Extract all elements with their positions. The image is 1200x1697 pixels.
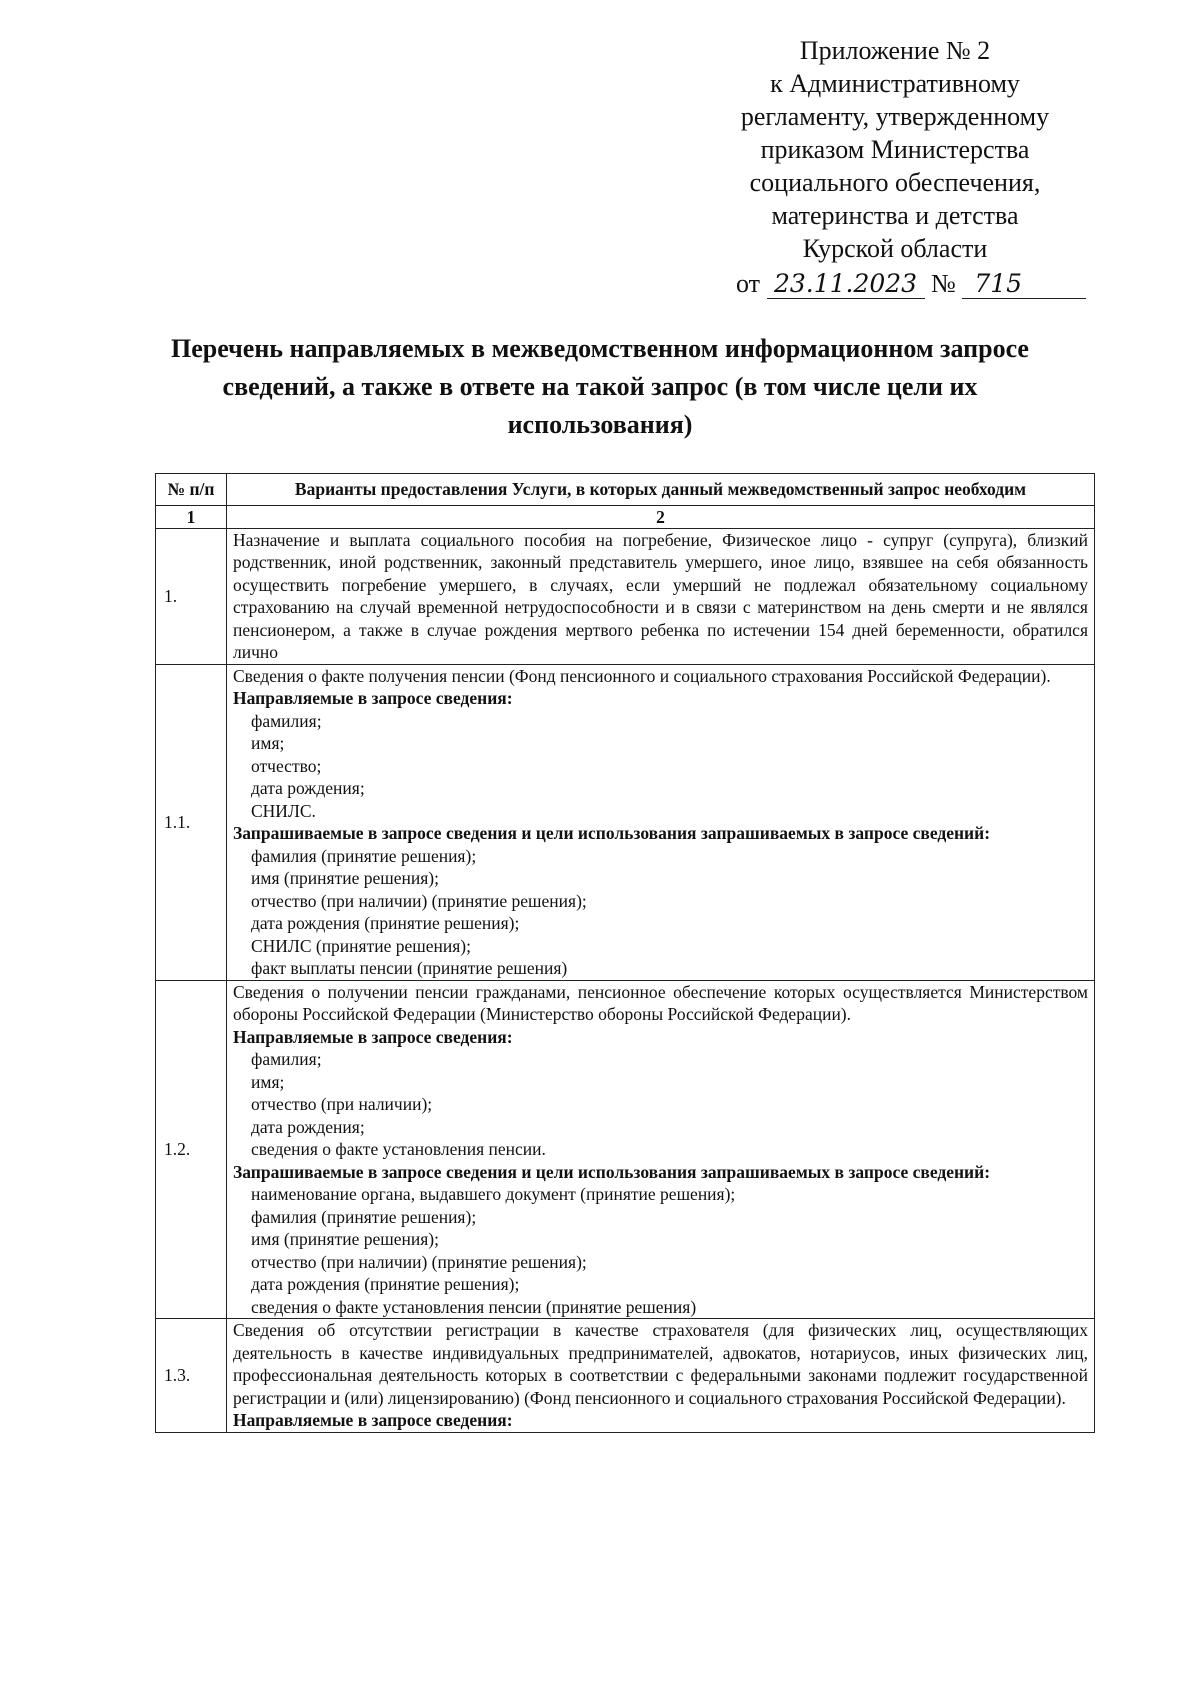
- table-row: [156, 528, 1095, 664]
- document-title: Перечень направляемых в межведомственном информационном запросе сведений, а также в ответе на такой запрос (в том числе цели их использования): [171, 334, 1029, 439]
- list-item: СНИЛС (принятие решения);: [251, 935, 471, 956]
- requested-heading: Запрашиваемые в запросе сведения и цели использования запрашиваемых в запросе сведений:: [233, 823, 991, 843]
- order-date-line: [700, 267, 1090, 300]
- table-index-row: [156, 505, 1095, 528]
- row-num: 1.2.: [156, 980, 227, 1319]
- index-num: 1: [156, 505, 227, 528]
- list-item: дата рождения;: [251, 778, 365, 798]
- list-item: отчество (при наличии);: [251, 1094, 433, 1114]
- appendix-line: регламенту, утвержденному: [740, 102, 1050, 131]
- sent-heading: Направляемые в запросе сведения:: [233, 1026, 513, 1047]
- header-variants: Варианты предоставления Услуги, в которых данный межведомственный запрос необходим: [227, 474, 1095, 506]
- row-num: 1.1.: [156, 664, 227, 980]
- sent-heading: Направляемые в запросе сведения:: [233, 688, 513, 708]
- list-item: наименование органа, выдавшего документ (принятие решения);: [251, 1184, 736, 1204]
- order-date: 23.11.2023: [767, 270, 925, 299]
- list-item: дата рождения;: [251, 1116, 365, 1137]
- sent-heading: Направляемые в запросе сведения:: [233, 1410, 513, 1430]
- row-content: [227, 664, 1095, 980]
- list-item: фамилия (принятие решения);: [251, 845, 477, 866]
- appendix-line: Приложение № 2: [799, 36, 991, 65]
- list-item: имя;: [251, 1071, 285, 1092]
- appendix-line: Курской области: [802, 234, 988, 263]
- table-row: [156, 1319, 1095, 1433]
- list-item: отчество (при наличии) (принятие решения);: [251, 1251, 587, 1272]
- requests-table: [155, 473, 1095, 1433]
- list-item: отчество;: [251, 755, 322, 776]
- row-num: 1.3.: [156, 1319, 227, 1433]
- date-prefix: от: [736, 269, 761, 298]
- request-description: Сведения о факте получения пенсии (Фонд пенсионного и социального страхования Российской Федерации).: [233, 665, 1051, 686]
- request-description: Сведения об отсутствии регистрации в качестве страхователя (для физических лиц, осуществляющих деятельность в качестве индивидуальных предпринимателей, адвокатов, нотариусов, иных физических лиц, профессиональная деятельность которых в соответствии с федеральными законами подлежит государственной регистрации и (или) лицензированию) (Фонд пенсионного и социального страхования Российской Федерации).: [233, 1320, 1088, 1408]
- list-item: имя (принятие решения);: [251, 1229, 439, 1249]
- row-content: [227, 1319, 1095, 1433]
- appendix-line: к Административному: [770, 69, 1020, 98]
- row-text: Назначение и выплата социального пособия на погребение, Физическое лицо - супруг (супруга), близкий родственник, иной родственник, законный представитель умершего, иное лицо, взявшее на себя обязанность осуществить погребение умершего, в случаях, если умерший не подлежал обязательному социальному страхованию на случай временной нетрудоспособности и в связи с материнством на день смерти и не являлся пенсионером, а также в случае рождения мертвого ребенка по истечении 154 дней беременности, обратился лично: [227, 528, 1095, 664]
- table-row: [156, 980, 1095, 1319]
- list-item: сведения о факте установления пенсии (принятие решения): [251, 1296, 697, 1317]
- list-item: фамилия;: [251, 1049, 322, 1069]
- row-num: 1.: [156, 528, 227, 664]
- list-item: СНИЛС.: [251, 800, 316, 821]
- appendix-line: социального обеспечения,: [749, 168, 1041, 197]
- appendix-line: приказом Министерства: [760, 135, 1030, 164]
- number-prefix: №: [931, 269, 956, 298]
- list-item: факт выплаты пенсии (принятие решения): [251, 958, 568, 978]
- index-variants: 2: [227, 505, 1095, 528]
- row-content: [227, 980, 1095, 1319]
- table-header-row: [156, 474, 1095, 506]
- list-item: имя;: [251, 733, 285, 753]
- list-item: дата рождения (принятие решения);: [251, 1274, 520, 1294]
- table-row: [156, 664, 1095, 980]
- header-num: № п/п: [156, 474, 227, 506]
- request-description: Сведения о получении пенсии гражданами, пенсионное обеспечение которых осуществляется Министерством обороны Российской Федерации (Министерство обороны Российской Федерации).: [233, 981, 1088, 1024]
- list-item: имя (принятие решения);: [251, 868, 439, 888]
- list-item: фамилия;: [251, 710, 322, 731]
- list-item: фамилия (принятие решения);: [251, 1206, 477, 1227]
- order-number: 715: [962, 270, 1086, 299]
- appendix-line: материнства и детства: [771, 201, 1019, 230]
- list-item: сведения о факте установления пенсии.: [251, 1139, 546, 1159]
- requested-heading: Запрашиваемые в запросе сведения и цели использования запрашиваемых в запросе сведений:: [233, 1161, 991, 1182]
- appendix-block: [700, 34, 1090, 300]
- list-item: дата рождения (принятие решения);: [251, 913, 520, 933]
- list-item: отчество (при наличии) (принятие решения);: [251, 890, 587, 911]
